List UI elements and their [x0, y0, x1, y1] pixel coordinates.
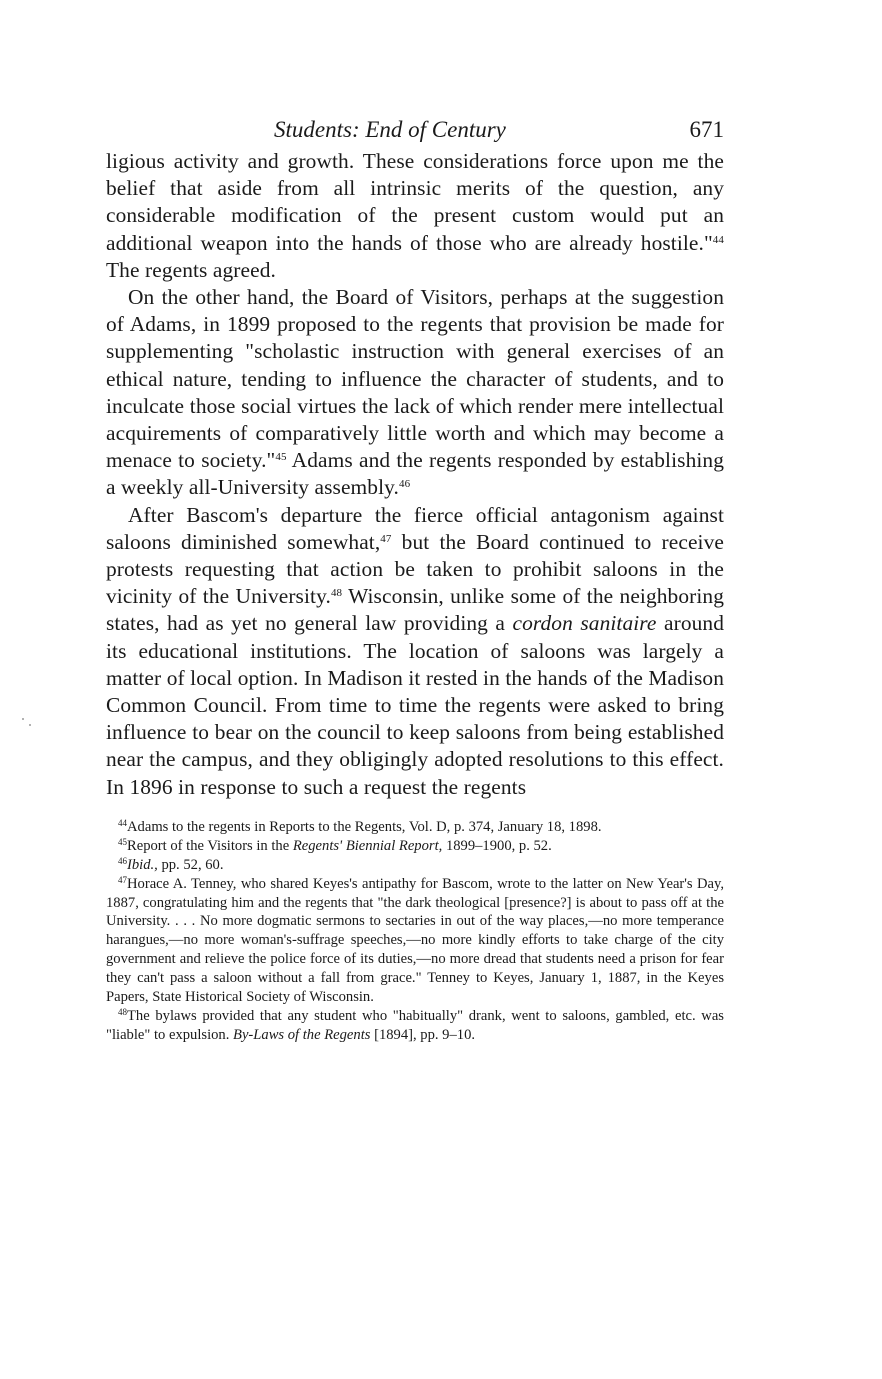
paragraph-text: Wisconsin, unlike some of the neighboring states, had as yet no general law providing a: [106, 584, 725, 636]
footnote-text: The bylaws provided that any student who "habitually" drank, went to saloons, gambled, etc. was "liable" to expulsion.: [106, 1007, 724, 1043]
italic-phrase: cordon sanitaire: [512, 611, 657, 636]
footnote-number: 44: [118, 817, 127, 828]
page-number: 671: [689, 117, 724, 142]
footnote-47: [106, 875, 724, 1007]
book-page: [106, 112, 724, 1045]
paragraph-2: [106, 284, 724, 502]
footnote-number: 47: [118, 874, 127, 885]
italic-title: By-Laws of the Regents: [233, 1026, 371, 1043]
footnote-text: Adams to the regents in Reports to the Regents, Vol. D, p. 374, January 18, 1898.: [127, 818, 602, 835]
footnote-number: 45: [118, 836, 127, 847]
paragraph-text: but the Board continued to receive protests requesting that action be taken to prohibit saloons in the vicinity of the University.: [106, 529, 724, 609]
footnote-number: 48: [118, 1006, 127, 1017]
footnote-text: [1894], pp. 9–10.: [370, 1026, 476, 1043]
paragraph-3: [106, 502, 724, 801]
footnote-number: 46: [118, 855, 127, 866]
paragraph-text: After Bascom's departure the fierce official antagonism against saloons diminished somewhat,: [106, 502, 724, 554]
footnote-text: 1899–1900, p. 52.: [442, 837, 552, 854]
running-header: [106, 112, 724, 148]
paragraph-text: The regents agreed.: [106, 257, 276, 282]
footnote-44: [106, 818, 724, 837]
body-text: [106, 148, 724, 801]
italic-title: Ibid.,: [127, 856, 158, 873]
footnote-48: [106, 1007, 724, 1045]
footnote-46: [106, 856, 724, 875]
footnote-ref: 45: [275, 451, 287, 464]
footnote-ref: 46: [398, 478, 411, 491]
running-title: Students: End of Century: [274, 117, 506, 142]
footnote-text: Horace A. Tenney, who shared Keyes's antipathy for Bascom, wrote to the latter on New Year's Day, 1887, congratulating him and the regents that "the dark theological [presence?] is about to pass off at the University. . . . No more dogmatic sermons to sectaries in out of the way places,—no more temperance harangues,—no more woman's-suffrage speeches,—no more kindly efforts to take charge of the city government and relieve the police force of its duties,—no more dread that students need a prison for fear they can't pass a saloon without a fall from grace." Tenney to Keyes, January 1, 1887, in the Keyes Papers, State Historical Society of Wisconsin.: [106, 875, 724, 1006]
paragraph-1: [106, 148, 724, 284]
paragraph-text: On the other hand, the Board of Visitors, perhaps at the suggestion of Adams, in 1899 proposed to the regents that provision be made for supplementing "scholastic instruction with general exercises of an ethical nature, tending to influence the character of students, and to inculcate those social virtues the lack of which render mere intellectual acquirements of comparatively little worth and which may become a menace to society.": [106, 285, 724, 473]
italic-title: Regents' Biennial Report,: [292, 837, 443, 854]
paragraph-text: ligious activity and growth. These considerations force upon me the belief that aside from all intrinsic merits of the question, any considerable modification of the present custom would put an additional weapon into the hands of those who are already hostile.": [106, 149, 724, 255]
footnotes: [106, 818, 724, 1045]
footnote-45: [106, 837, 724, 856]
footnote-ref: 47: [380, 532, 392, 545]
footnote-ref: 44: [712, 233, 724, 246]
footnote-text: pp. 52, 60.: [157, 856, 224, 873]
footnote-text: Report of the Visitors in the: [127, 837, 293, 854]
paragraph-text: Adams and the regents responded by establishing a weekly all-University assembly.: [106, 448, 724, 500]
footnote-ref: 48: [330, 587, 343, 600]
scan-specks: [20, 716, 34, 730]
paragraph-text: around its educational institutions. The location of saloons was largely a matter of local option. In Madison it rested in the hands of the Madison Common Council. From time to time the regents were asked to bring influence to bear on the council to keep saloons from being established near the campus, and they obligingly adopted resolutions to this effect. In 1896 in response to such a request the regents: [106, 611, 724, 799]
